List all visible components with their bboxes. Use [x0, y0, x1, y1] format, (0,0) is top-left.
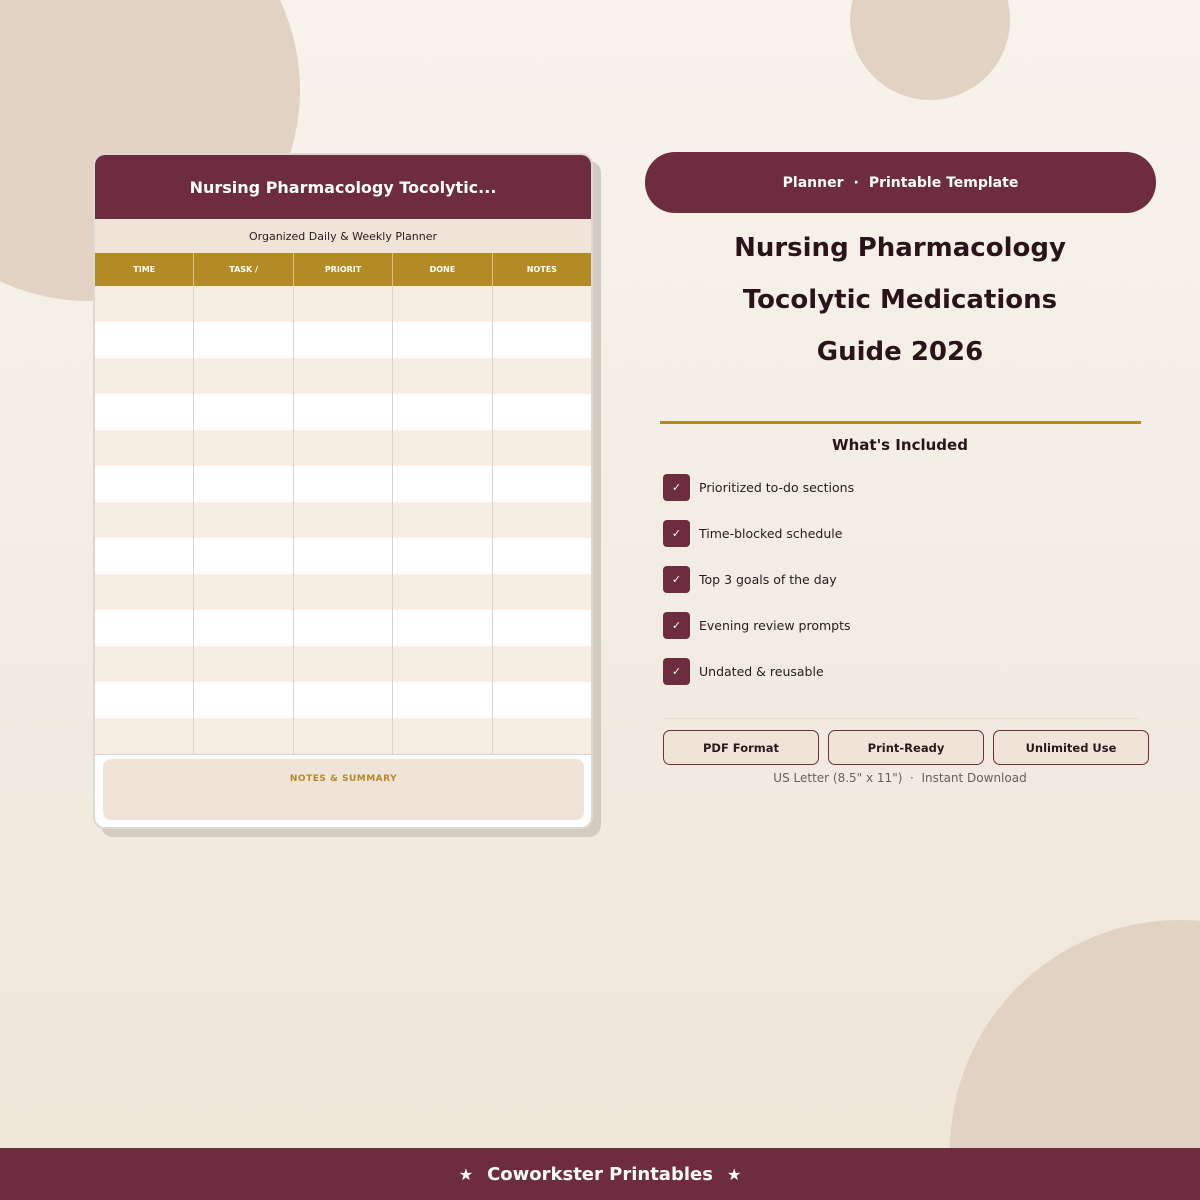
product-title-line-2: Tocolytic Medications [742, 285, 1058, 315]
table-row [95, 286, 591, 322]
table-cell [95, 610, 194, 646]
feature-label: Time-blocked schedule [699, 526, 843, 541]
table-cell [95, 718, 194, 754]
table-cell [393, 322, 492, 358]
table-cell [393, 538, 492, 574]
column-header-time: TIME [95, 253, 194, 286]
column-header-notes: NOTES [526, 265, 557, 274]
table-cell [493, 394, 591, 430]
table-cell [393, 286, 492, 322]
planner-column-headers [95, 253, 591, 286]
table-cell [194, 466, 293, 502]
badge-pdf-format: PDF Format [663, 730, 819, 765]
table-cell [95, 682, 194, 718]
table-cell [194, 646, 293, 682]
table-cell [95, 322, 194, 358]
table-cell [294, 394, 393, 430]
table-cell [95, 394, 194, 430]
gold-divider [660, 421, 1141, 424]
banner-planner-label: Planner [782, 174, 844, 191]
planner-preview [93, 153, 593, 829]
brand-name: Coworkster Printables [487, 1163, 713, 1185]
brand-footer [0, 1148, 1200, 1200]
thin-divider [663, 718, 1139, 719]
table-row [95, 646, 591, 682]
product-title [650, 222, 1150, 378]
table-cell [393, 682, 492, 718]
table-cell [493, 718, 591, 754]
table-cell [294, 286, 393, 322]
table-row [95, 358, 591, 394]
table-cell [393, 358, 492, 394]
table-row [95, 610, 591, 646]
list-item [663, 658, 1143, 685]
table-row [95, 394, 591, 430]
table-cell [493, 286, 591, 322]
table-cell [493, 538, 591, 574]
notes-summary-box [103, 759, 584, 820]
table-cell [95, 538, 194, 574]
table-cell [95, 430, 194, 466]
planner-rows [95, 286, 591, 754]
table-cell [393, 718, 492, 754]
badge-print-ready: Print-Ready [828, 730, 984, 765]
table-cell [393, 430, 492, 466]
checkmark-icon: ✓ [663, 520, 690, 547]
table-row [95, 682, 591, 718]
table-cell [294, 538, 393, 574]
checkmark-icon: ✓ [663, 612, 690, 639]
table-cell [493, 502, 591, 538]
table-cell [393, 646, 492, 682]
list-item [663, 612, 1143, 639]
table-cell [294, 358, 393, 394]
table-cell [294, 502, 393, 538]
table-cell [493, 574, 591, 610]
star-icon: ★ [726, 1164, 742, 1184]
table-row [95, 718, 591, 754]
table-cell [194, 682, 293, 718]
list-item [663, 474, 1143, 501]
table-cell [294, 718, 393, 754]
badge-unlimited-use: Unlimited Use [993, 730, 1149, 765]
table-cell [393, 574, 492, 610]
table-row [95, 538, 591, 574]
format-details: US Letter (8.5" x 11") · Instant Download [773, 771, 1027, 785]
table-row [95, 502, 591, 538]
feature-list [663, 474, 1143, 704]
table-cell [194, 394, 293, 430]
decorative-circle-top-right [850, 0, 1010, 100]
table-cell [194, 358, 293, 394]
table-cell [294, 574, 393, 610]
table-cell [493, 682, 591, 718]
table-cell [95, 286, 194, 322]
table-row [95, 466, 591, 502]
feature-label: Undated & reusable [699, 664, 824, 679]
table-row [95, 430, 591, 466]
table-cell [95, 574, 194, 610]
table-cell [194, 610, 293, 646]
table-cell [194, 430, 293, 466]
table-cell [493, 322, 591, 358]
planner-title: Nursing Pharmacology Tocolytic... [95, 155, 591, 219]
table-cell [493, 646, 591, 682]
table-cell [393, 502, 492, 538]
product-title-line-1: Nursing Pharmacology [734, 233, 1066, 263]
column-header-task: TASK / [194, 253, 293, 286]
table-cell [194, 574, 293, 610]
table-cell [194, 502, 293, 538]
checkmark-icon: ✓ [663, 566, 690, 593]
table-cell [294, 610, 393, 646]
table-cell [95, 646, 194, 682]
table-cell [294, 430, 393, 466]
banner-template-label: Printable Template [868, 174, 1019, 191]
feature-label: Evening review prompts [699, 618, 851, 633]
list-item [663, 520, 1143, 547]
planner-subtitle: Organized Daily & Weekly Planner [95, 219, 591, 253]
table-row [95, 322, 591, 358]
table-cell [95, 466, 194, 502]
table-cell [294, 466, 393, 502]
feature-label: Top 3 goals of the day [699, 572, 837, 587]
table-cell [393, 610, 492, 646]
table-cell [493, 358, 591, 394]
table-cell [393, 394, 492, 430]
table-row [95, 574, 591, 610]
checkmark-icon: ✓ [663, 658, 690, 685]
list-item [663, 566, 1143, 593]
planner-rows-end [95, 754, 591, 755]
whats-included-heading: What's Included [832, 436, 968, 454]
table-cell [95, 358, 194, 394]
star-icon: ★ [458, 1164, 474, 1184]
table-cell [294, 682, 393, 718]
format-badges [663, 730, 1149, 765]
table-cell [294, 322, 393, 358]
table-cell [95, 502, 194, 538]
table-cell [294, 646, 393, 682]
table-cell [194, 718, 293, 754]
table-cell [493, 610, 591, 646]
table-cell [194, 322, 293, 358]
table-cell [493, 466, 591, 502]
notes-summary-label: NOTES & SUMMARY [289, 774, 398, 784]
table-cell [194, 286, 293, 322]
banner-separator: · [853, 174, 859, 191]
feature-label: Prioritized to-do sections [699, 480, 855, 495]
product-type-banner [645, 152, 1156, 213]
table-cell [493, 430, 591, 466]
table-cell [194, 538, 293, 574]
product-title-line-3: Guide 2026 [816, 337, 984, 367]
checkmark-icon: ✓ [663, 474, 690, 501]
table-cell [393, 466, 492, 502]
column-header-done: DONE [393, 253, 492, 286]
column-header-priority: PRIORIT [294, 253, 393, 286]
